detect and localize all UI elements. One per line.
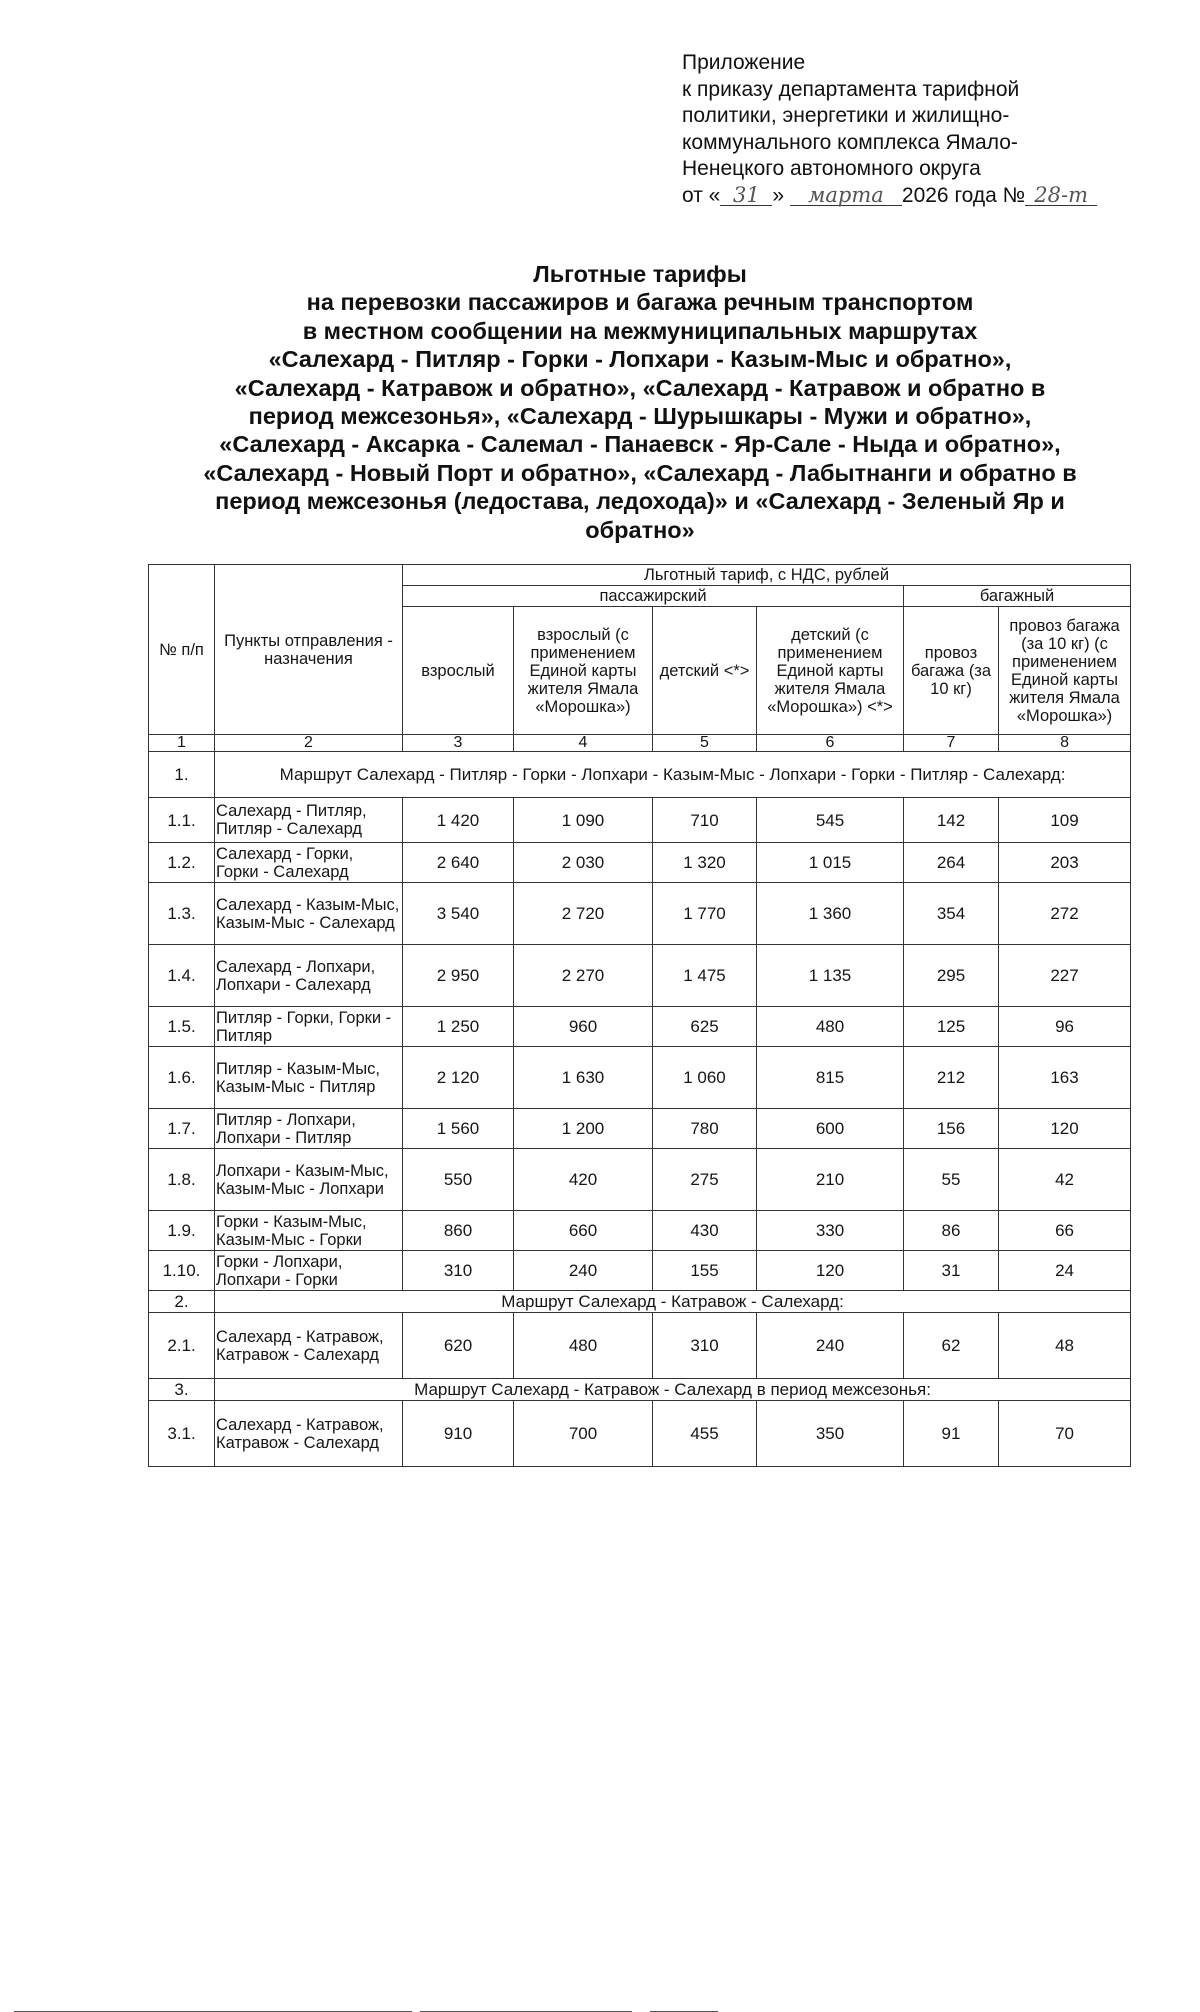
row-number: 1.2. [149,843,215,883]
route-cell: Питляр - Горки, Горки - Питляр [215,1007,403,1047]
tariff-child-card: 815 [757,1047,904,1109]
tariff-child-card: 210 [757,1149,904,1211]
tariff-baggage-card: 163 [999,1047,1131,1109]
tariff-child: 430 [653,1211,757,1251]
column-number: 4 [514,735,653,752]
header-adult: взрослый [403,607,514,735]
title-line: «Салехард - Аксарка - Салемал - Панаевск - Яр-Сале - Ныда и обратно», [219,431,1061,458]
tariff-adult: 550 [403,1149,514,1211]
tariff-baggage-card: 203 [999,843,1131,883]
tariff-adult: 860 [403,1211,514,1251]
header-baggage-10kg-card: провоз багажа (за 10 кг) (с применением Единой карты жителя Ямала «Морошка») [999,607,1131,735]
tariff-adult: 1 250 [403,1007,514,1047]
table-row [149,798,1131,843]
tariff-baggage-card: 24 [999,1251,1131,1291]
tariff-child: 310 [653,1313,757,1379]
row-number: 1.10. [149,1251,215,1291]
row-number: 1.8. [149,1149,215,1211]
route-cell: Горки - Казым-Мыс, Казым-Мыс - Горки [215,1211,403,1251]
tariff-baggage-card: 70 [999,1401,1131,1467]
tariff-adult-card: 1 630 [514,1047,653,1109]
tariff-baggage-card: 109 [999,798,1131,843]
title-line: период межсезонья», «Салехард - Шурышкары - Мужи и обратно», [248,403,1032,430]
section-title: Маршрут Салехард - Питляр - Горки - Лопхари - Казым-Мыс - Лопхари - Горки - Питляр - Салехард: [215,752,1131,798]
header-passenger: пассажирский [403,586,904,607]
tariff-child: 1 320 [653,843,757,883]
tariff-child-card: 480 [757,1007,904,1047]
document-title [160,260,1120,544]
table-row [149,1149,1131,1211]
table-row [149,945,1131,1007]
tariff-adult: 1 560 [403,1109,514,1149]
header-adult-card: взрослый (с применением Единой карты жителя Ямала «Морошка») [514,607,653,735]
row-number: 1.9. [149,1211,215,1251]
tariff-child: 155 [653,1251,757,1291]
column-number: 3 [403,735,514,752]
row-number: 1.7. [149,1109,215,1149]
tariff-adult-card: 960 [514,1007,653,1047]
handwritten-month: марта [790,185,902,206]
tariff-child: 275 [653,1149,757,1211]
column-number: 6 [757,735,904,752]
tariff-baggage: 62 [904,1313,999,1379]
header-points: Пункты отправления - назначения [215,565,403,735]
tariff-child-card: 1 135 [757,945,904,1007]
section-number: 3. [149,1379,215,1401]
route-cell: Горки - Лопхари, Лопхари - Горки [215,1251,403,1291]
table-row [149,1109,1131,1149]
tariff-adult: 2 640 [403,843,514,883]
title-line: «Салехард - Новый Порт и обратно», «Салехард - Лабытнанги и обратно в [203,459,1077,486]
tariff-child-card: 350 [757,1401,904,1467]
appendix-header-line: к приказу департамента тарифной [682,77,1020,101]
tariff-baggage: 91 [904,1401,999,1467]
tariff-child-card: 1 360 [757,883,904,945]
column-number: 5 [653,735,757,752]
tariff-adult: 620 [403,1313,514,1379]
tariff-adult-card: 2 270 [514,945,653,1007]
title-line: период межсезонья (ледостава, ледохода)» и «Салехард - Зеленый Яр и [215,488,1065,515]
appendix-header-line: политики, энергетики и жилищно- [682,104,1010,127]
tariff-adult: 2 120 [403,1047,514,1109]
route-cell: Салехард - Питляр, Питляр - Салехард [215,798,403,843]
table-row [149,1401,1131,1467]
route-cell: Питляр - Казым-Мыс, Казым-Мыс - Питляр [215,1047,403,1109]
tariff-child-card: 240 [757,1313,904,1379]
tariff-adult-card: 1 090 [514,798,653,843]
tariff-baggage: 354 [904,883,999,945]
tariff-adult: 3 540 [403,883,514,945]
route-cell: Салехард - Катравож, Катравож - Салехард [215,1313,403,1379]
header-baggage-10kg: провоз багажа (за 10 кг) [904,607,999,735]
appendix-header-line: Ненецкого автономного округа [682,157,981,180]
appendix-header-line: коммунального комплекса Ямало- [682,130,1018,154]
tariff-child: 625 [653,1007,757,1047]
table-row [149,843,1131,883]
tariff-child-card: 120 [757,1251,904,1291]
tariff-adult-card: 480 [514,1313,653,1379]
tariff-baggage: 31 [904,1251,999,1291]
column-number: 1 [149,735,215,752]
tariff-baggage: 142 [904,798,999,843]
tariff-adult-card: 700 [514,1401,653,1467]
section-row [149,1379,1131,1401]
section-row [149,752,1131,798]
section-title: Маршрут Салехард - Катравож - Салехард: [215,1291,1131,1313]
tariff-adult-card: 2 720 [514,883,653,945]
tariff-baggage-card: 66 [999,1211,1131,1251]
title-line: в местном сообщении на межмуниципальных маршрутах [302,317,978,344]
tariff-baggage: 212 [904,1047,999,1109]
route-cell: Лопхари - Казым-Мыс, Казым-Мыс - Лопхари [215,1149,403,1211]
tariff-child: 455 [653,1401,757,1467]
tariff-baggage: 125 [904,1007,999,1047]
tariff-adult-card: 2 030 [514,843,653,883]
tariff-table [148,564,1131,1467]
route-cell: Салехард - Катравож, Катравож - Салехард [215,1401,403,1467]
route-cell: Питляр - Лопхари, Лопхари - Питляр [215,1109,403,1149]
table-row [149,883,1131,945]
tariff-child: 1 475 [653,945,757,1007]
column-number: 2 [215,735,403,752]
tariff-child: 780 [653,1109,757,1149]
title-line: на перевозки пассажиров и багажа речным транспортом [306,289,974,316]
table-row [149,1211,1131,1251]
row-number: 1.1. [149,798,215,843]
handwritten-day: 31 [720,185,772,206]
section-number: 1. [149,752,215,798]
route-cell: Салехард - Горки, Горки - Салехард [215,843,403,883]
row-number: 1.4. [149,945,215,1007]
section-title: Маршрут Салехард - Катравож - Салехард в период межсезонья: [215,1379,1131,1401]
appendix-header [682,50,1152,209]
tariff-baggage-card: 96 [999,1007,1131,1047]
tariff-baggage: 264 [904,843,999,883]
date-separator: » [772,183,785,207]
row-number: 2.1. [149,1313,215,1379]
table-row [149,1047,1131,1109]
row-number: 1.5. [149,1007,215,1047]
section-row [149,1291,1131,1313]
tariff-baggage-card: 48 [999,1313,1131,1379]
header-child-card: детский (с применением Единой карты жителя Ямала «Морошка») <*> [757,607,904,735]
table-row [149,1251,1131,1291]
tariff-baggage-card: 120 [999,1109,1131,1149]
order-date-line [682,183,1152,210]
tariff-adult-card: 420 [514,1149,653,1211]
tariff-adult-card: 1 200 [514,1109,653,1149]
tariff-adult: 310 [403,1251,514,1291]
tariff-adult: 910 [403,1401,514,1467]
date-year: 2026 года № [901,183,1026,207]
tariff-child-card: 1 015 [757,843,904,883]
route-cell: Салехард - Лопхари, Лопхари - Салехард [215,945,403,1007]
title-line: обратно» [585,516,695,543]
tariff-child: 1 770 [653,883,757,945]
row-number: 1.3. [149,883,215,945]
route-cell: Салехард - Казым-Мыс, Казым-Мыс - Салехард [215,883,403,945]
tariff-child-card: 600 [757,1109,904,1149]
section-number: 2. [149,1291,215,1313]
header-child: детский <*> [653,607,757,735]
tariff-baggage-card: 227 [999,945,1131,1007]
tariff-baggage-card: 272 [999,883,1131,945]
tariff-adult: 1 420 [403,798,514,843]
tariff-baggage: 86 [904,1211,999,1251]
appendix-header-line: Приложение [682,51,806,74]
tariff-adult-card: 240 [514,1251,653,1291]
tariff-adult: 2 950 [403,945,514,1007]
row-number: 3.1. [149,1401,215,1467]
date-prefix: от « [682,183,721,207]
column-number: 7 [904,735,999,752]
tariff-child: 1 060 [653,1047,757,1109]
tariff-baggage: 156 [904,1109,999,1149]
title-line: «Салехард - Питляр - Горки - Лопхари - Казым-Мыс и обратно», [268,346,1012,373]
tariff-child-card: 545 [757,798,904,843]
table-row [149,1007,1131,1047]
row-number: 1.6. [149,1047,215,1109]
header-tariff-group: Льготный тариф, с НДС, рублей [403,565,1131,586]
tariff-child-card: 330 [757,1211,904,1251]
tariff-child: 710 [653,798,757,843]
title-line: Льготные тарифы [533,261,747,287]
tariff-baggage: 55 [904,1149,999,1211]
header-baggage: багажный [904,586,1131,607]
tariff-baggage: 295 [904,945,999,1007]
handwritten-order-number: 28-т [1025,185,1097,206]
tariff-adult-card: 660 [514,1211,653,1251]
column-number: 8 [999,735,1131,752]
header-num: № п/п [149,565,215,735]
tariff-baggage-card: 42 [999,1149,1131,1211]
table-row [149,1313,1131,1379]
title-line: «Салехард - Катравож и обратно», «Салехард - Катравож и обратно в [234,374,1046,401]
